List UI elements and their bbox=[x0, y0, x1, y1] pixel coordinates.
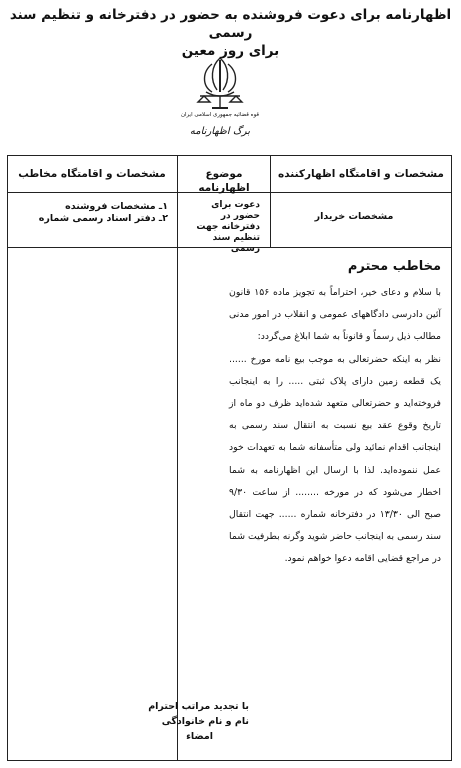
column-divider-left bbox=[177, 156, 178, 760]
header-subject: موضوع اظهارنامه bbox=[198, 168, 250, 194]
header-addressee: مشخصات و اقامتگاه مخاطب bbox=[18, 168, 166, 180]
column-divider-right bbox=[270, 156, 271, 247]
iran-emblem-icon bbox=[190, 52, 250, 112]
declaration-form bbox=[7, 155, 452, 761]
salutation: مخاطب محترم bbox=[347, 259, 441, 274]
addressee-item: ۲ـ دفتر اسناد رسمی شماره bbox=[38, 213, 168, 224]
closing-line: نام و نام خانوادگی bbox=[161, 716, 249, 727]
title-line-1: اظهارنامه برای دعوت فروشنده به حضور در دفترخانه و تنظیم سند رسمی bbox=[9, 7, 452, 41]
letter-paragraph-main: نظر به اینکه حضرتعالی به موجب بیع نامه مورخ ...... یک قطعه زمین دارای پلاک ثبتی ..... را به اینجانب فروخته‌اید و حضرتعالی متعهد شده‌اید ظرف دو ماه از تاریخ وقوع عقد بیع نسبت به انتقال سند رسمی به اینجانب اقدام نمائید ولی متأسفانه شما به تعهدات خود عمل ننموده‌اید. لذا با ارسال این اظهارنامه به شما اخطار می‌شود که در مورخه ........ از ساعت ۹/۳۰ صبح الی ۱۳/۳۰ در دفترخانه شماره ...... جهت انتقال سند رسمی به اینجانب حاضر شوید وگرنه بطرفیت شما در مراجع قضایی اقامه دعوا خواهم نمود. bbox=[229, 353, 441, 565]
letter-body bbox=[229, 259, 441, 571]
letter-paragraph-intro: با سلام و دعای خیر، احتراماً به تجویز ماده ۱۵۶ قانون آئین دادرسی دادگاههای عمومی و انقلاب در امور مدنی مطالب ذیل رسماً و قانوناً به شما ابلاغ می‌گردد: bbox=[229, 287, 441, 343]
declarant-value: مشخصات خریدار bbox=[314, 211, 394, 222]
addressee-value bbox=[18, 201, 168, 225]
subject-value: دعوت برای حضور در دفترخانه جهت تنظیم سند رسمی bbox=[196, 200, 260, 254]
addressee-item: ۱ـ مشخصات فروشنده bbox=[65, 201, 168, 212]
closing-signature-block bbox=[139, 699, 249, 744]
header-declarant: مشخصات و اقامتگاه اظهارکننده bbox=[278, 168, 444, 180]
form-label: برگ اظهارنامه bbox=[189, 126, 251, 137]
emblem-caption: قوه قضائیه جمهوری اسلامی ایران bbox=[180, 112, 260, 118]
title-line-2: برای روز معین bbox=[181, 43, 280, 59]
closing-line: امضاء bbox=[186, 731, 213, 742]
closing-line: با تجدید مراتب احترام bbox=[148, 701, 249, 712]
